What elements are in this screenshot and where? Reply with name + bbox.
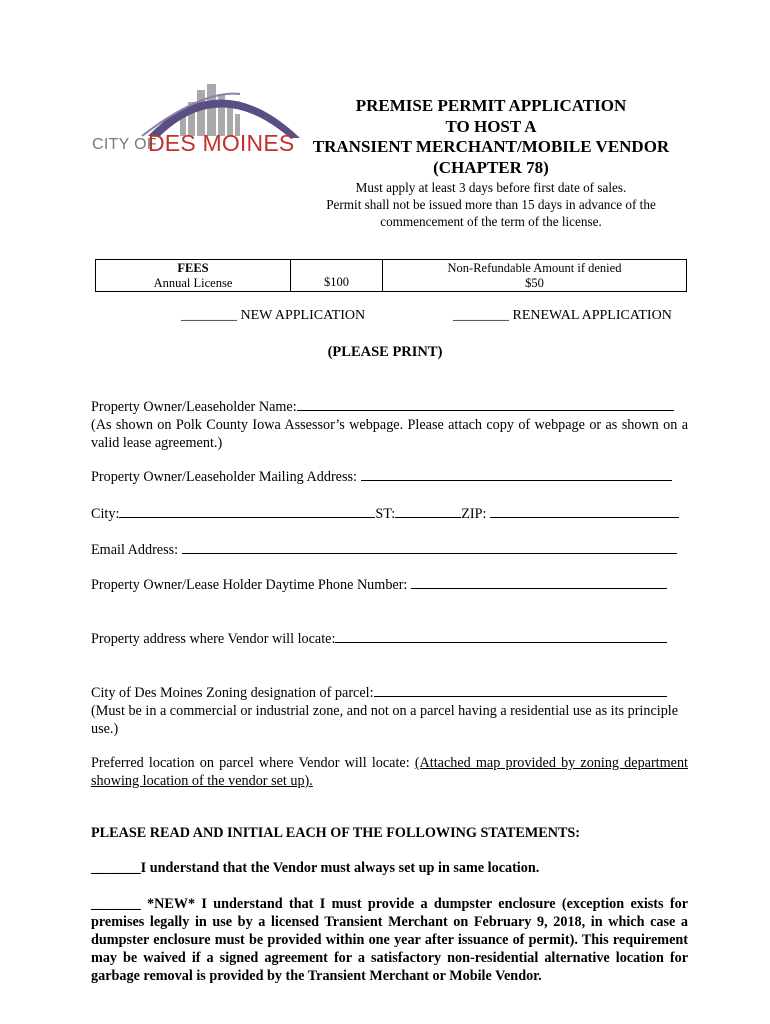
phone-input-line[interactable] bbox=[411, 574, 667, 589]
state-input-line[interactable] bbox=[395, 503, 461, 518]
mailing-address-label: Property Owner/Leaseholder Mailing Address: bbox=[91, 469, 357, 485]
statements-heading: PLEASE READ AND INITIAL EACH OF THE FOLLOWING STATEMENTS: bbox=[91, 825, 581, 841]
title-line-3: TRANSIENT MERCHANT/MOBILE VENDOR bbox=[312, 137, 670, 156]
new-application-label: NEW APPLICATION bbox=[240, 308, 366, 323]
mailing-address-field bbox=[91, 466, 688, 486]
renewal-application-label: RENEWAL APPLICATION bbox=[512, 308, 672, 323]
phone-label: Property Owner/Lease Holder Daytime Phone Number: bbox=[91, 577, 408, 593]
fees-annual-license-label: Annual License bbox=[153, 275, 233, 290]
vendor-address-input-line[interactable] bbox=[335, 628, 667, 643]
logo-city-of-text: CITY OF bbox=[92, 136, 157, 153]
form-title bbox=[300, 96, 682, 178]
preferred-location-note: (Attached map provided by zoning department showing location of the vendor set up). bbox=[91, 755, 688, 789]
title-line-1: PREMISE PERMIT APPLICATION bbox=[355, 96, 627, 115]
logo-des-moines-text: DES MOINES bbox=[148, 130, 295, 156]
fees-amount-cell bbox=[291, 260, 383, 292]
fees-header: FEES bbox=[177, 260, 209, 275]
preferred-location-field bbox=[91, 754, 688, 790]
fees-amount: $100 bbox=[324, 275, 349, 289]
statement-2 bbox=[91, 895, 688, 985]
owner-name-field bbox=[91, 396, 688, 452]
fees-cell bbox=[96, 260, 291, 292]
statement-1-text: I understand that the Vendor must always set up in same location. bbox=[140, 860, 540, 876]
application-timing-notes bbox=[300, 179, 682, 230]
statement-2-initial-blank[interactable]: _______ bbox=[91, 896, 141, 912]
zoning-label: City of Des Moines Zoning designation of parcel: bbox=[91, 685, 374, 701]
statement-1 bbox=[91, 859, 688, 877]
new-application-blank[interactable]: ________ bbox=[181, 308, 237, 323]
title-line-2: TO HOST A bbox=[445, 116, 537, 136]
note-line-1: Must apply at least 3 days before first date of sales. bbox=[355, 180, 627, 195]
preferred-location-label: Preferred location on parcel where Vendor will locate: bbox=[91, 755, 410, 771]
zoning-note: (Must be in a commercial or industrial zone, and not on a parcel having a residential use as its principle use.) bbox=[91, 703, 679, 737]
city-logo bbox=[90, 80, 310, 160]
fees-table bbox=[95, 259, 687, 292]
city-input-line[interactable] bbox=[119, 503, 375, 518]
owner-name-label: Property Owner/Leaseholder Name: bbox=[91, 399, 297, 415]
nonrefund-cell bbox=[383, 260, 687, 292]
email-input-line[interactable] bbox=[182, 539, 677, 554]
zoning-input-line[interactable] bbox=[374, 682, 667, 697]
email-field bbox=[91, 539, 688, 559]
nonrefund-amount: $50 bbox=[525, 275, 544, 290]
zip-label: ZIP: bbox=[461, 506, 487, 522]
zoning-field bbox=[91, 682, 688, 738]
owner-name-note: (As shown on Polk County Iowa Assessor’s webpage. Please attach copy of webpage or as shown on a valid lease agreement.) bbox=[91, 417, 688, 451]
renewal-application-blank[interactable]: ________ bbox=[453, 308, 509, 323]
vendor-address-label: Property address where Vendor will locate: bbox=[91, 631, 336, 647]
mailing-address-input-line[interactable] bbox=[361, 466, 672, 481]
owner-name-input-line[interactable] bbox=[297, 396, 674, 411]
renewal-application-option[interactable] bbox=[453, 308, 672, 324]
new-application-option[interactable] bbox=[181, 308, 365, 324]
city-label: City: bbox=[91, 506, 120, 522]
nonrefund-label: Non-Refundable Amount if denied bbox=[447, 260, 622, 275]
please-print-heading: (PLEASE PRINT) bbox=[327, 344, 443, 360]
title-line-4: (CHAPTER 78) bbox=[433, 157, 549, 177]
phone-field bbox=[91, 574, 688, 594]
email-label: Email Address: bbox=[91, 542, 179, 558]
statement-2-text: *NEW* I understand that I must provide a dumpster enclosure (exception exists for premises legally in use by a licensed Transient Merchant on February 9, 2018, in which case a dumpster enclosure must be provided within one year after issuance of permit). This requirement may be waived if a signed agreement for a satisfactory non-residential alternative location for garbage removal is provided by the Transient Merchant or Mobile Vendor. bbox=[91, 896, 689, 984]
note-line-3: commencement of the term of the license. bbox=[380, 214, 602, 229]
zip-input-line[interactable] bbox=[490, 503, 679, 518]
city-state-zip-row bbox=[91, 503, 688, 523]
note-line-2: Permit shall not be issued more than 15 days in advance of the bbox=[326, 197, 656, 212]
vendor-address-field bbox=[91, 628, 688, 648]
state-label: ST: bbox=[375, 506, 396, 522]
statement-1-initial-blank[interactable]: _______ bbox=[91, 860, 141, 876]
